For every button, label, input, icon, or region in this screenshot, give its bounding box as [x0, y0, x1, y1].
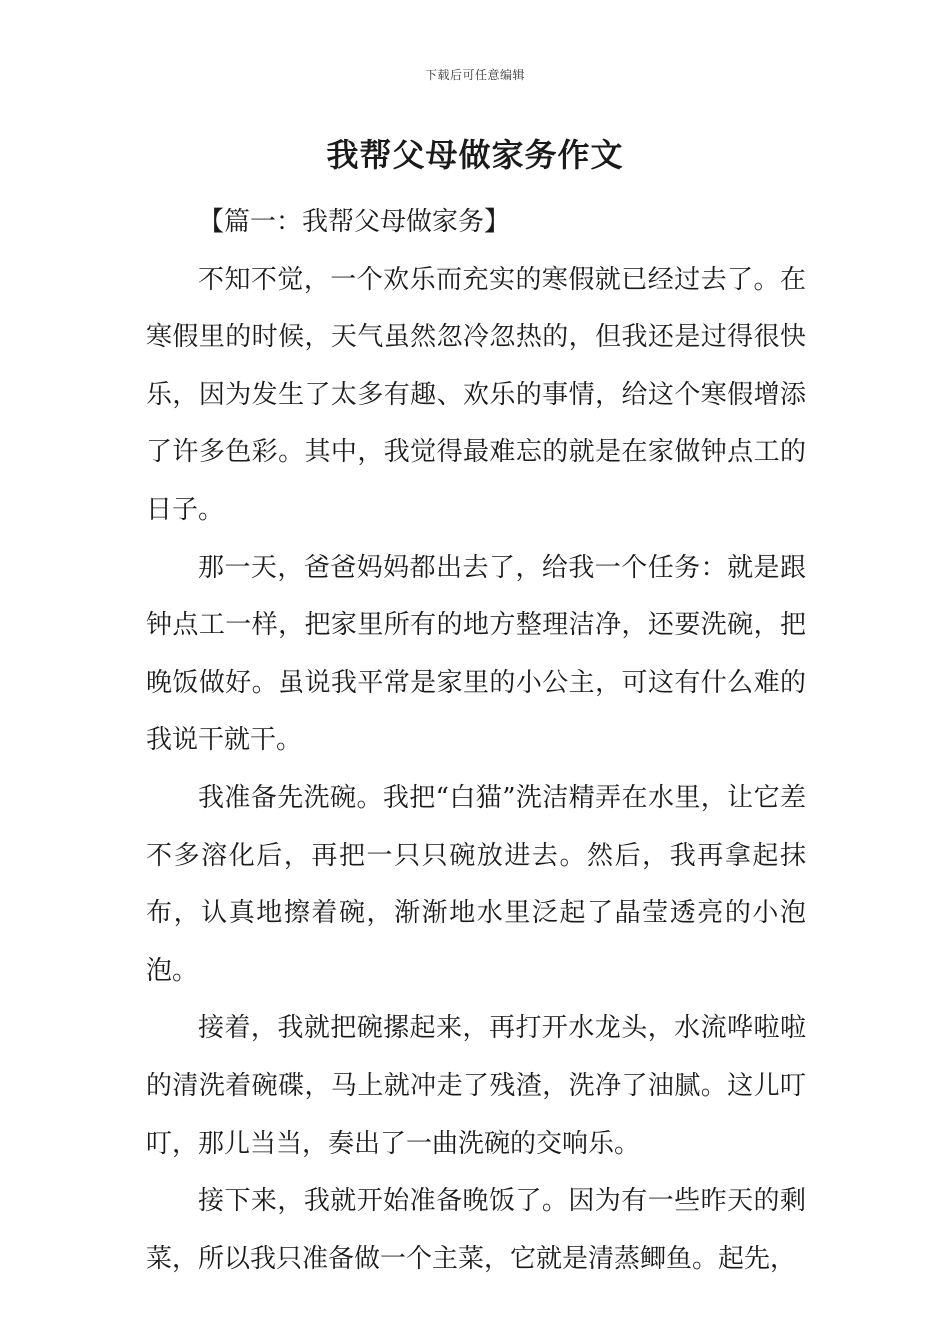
paragraph-2: 那一天，爸爸妈妈都出去了，给我一个任务：就是跟钟点工一样，把家里所有的地方整理洁净，还要洗碗，把晚饭做好。虽说我平常是家里的小公主，可这有什么难的我说干就干。 — [146, 552, 806, 756]
document-body — [146, 194, 806, 1288]
section-heading: 【篇一：我帮父母做家务】 — [198, 207, 511, 237]
paragraph-3: 我准备先洗碗。我把“白猫”洗洁精弄在水里，让它差不多溶化后，再把一只只碗放进去。然后，我再拿起抹布，认真地擦着碗，渐渐地水里泛起了晶莹透亮的小泡泡。 — [146, 782, 806, 986]
paragraph-5: 接下来，我就开始准备晚饭了。因为有一些昨天的剩菜，所以我只准备做一个主菜，它就是清蒸鲫鱼。起先， — [146, 1186, 806, 1274]
paragraph-4: 接着，我就把碗摞起来，再打开水龙头，水流哗啦啦的清洗着碗碟，马上就冲走了残渣，洗净了油腻。这儿叮叮，那儿当当，奏出了一曲洗碗的交响乐。 — [146, 1013, 806, 1159]
document-title: 我帮父母做家务作文 — [326, 136, 624, 174]
header-note: 下载后可任意编辑 — [424, 68, 525, 82]
paragraph-1: 不知不觉，一个欢乐而充实的寒假就已经过去了。在寒假里的时候，天气虽然忽冷忽热的，但我还是过得很快乐，因为发生了太多有趣、欢乐的事情，给这个寒假增添了许多色彩。其中，我觉得最难忘的就是在家做钟点工的日子。 — [146, 264, 806, 525]
